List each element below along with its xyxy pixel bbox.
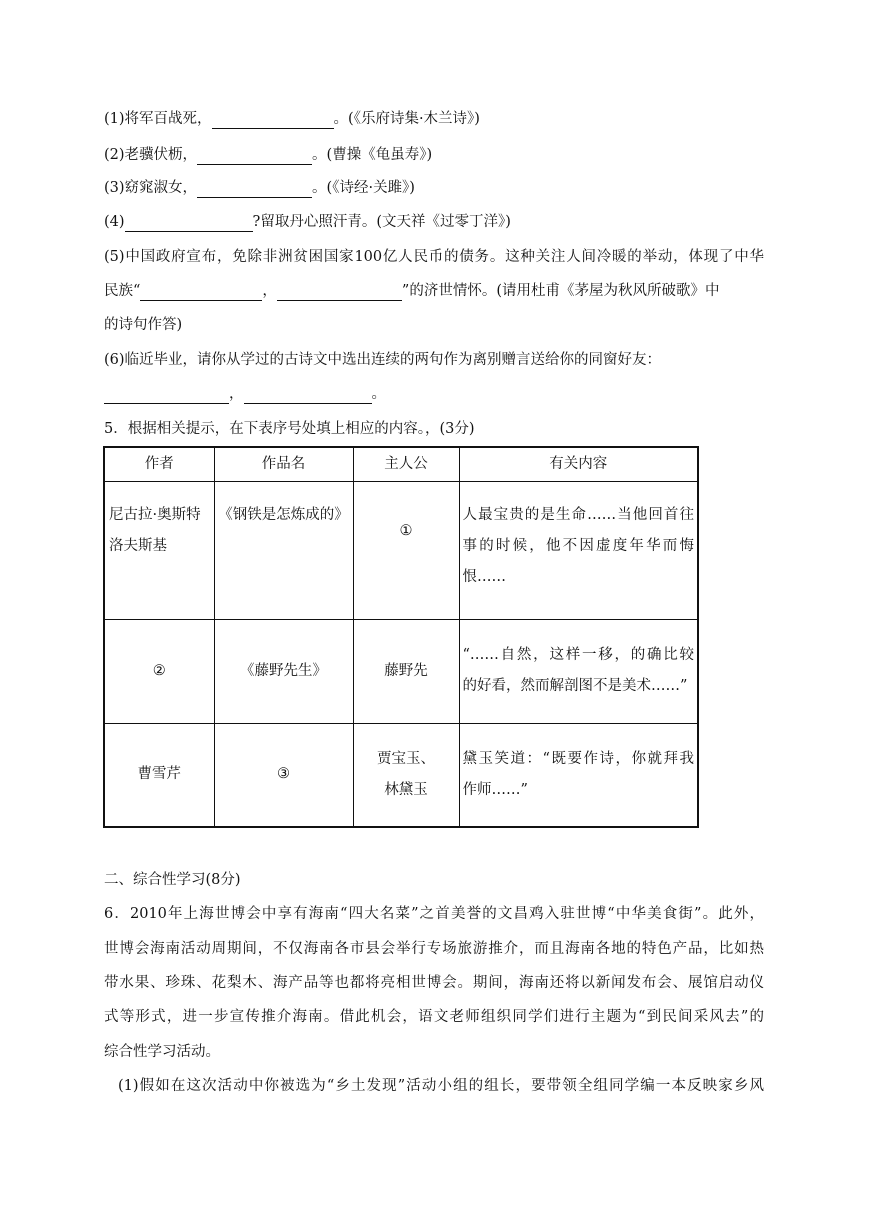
header-content: 有关内容 xyxy=(459,447,698,481)
table-row xyxy=(104,481,698,619)
answer-blank[interactable] xyxy=(197,181,312,198)
cell-work: 《钢铁是怎炼成的》 xyxy=(214,481,353,619)
table-row xyxy=(104,723,698,827)
header-hero: 主人公 xyxy=(353,447,459,481)
q5-prompt: 5．根据相关提示，在下表序号处填上相应的内容。，(3分) xyxy=(104,421,475,437)
q5-table xyxy=(103,446,699,828)
q4-item-2: (2)老骥伏枥， 。(曹操《龟虽寿》) xyxy=(104,147,433,163)
cell-content: 黛玉笑道：“既要作诗，你就拜我 作师……” xyxy=(459,723,698,827)
cell-hero: 藤野先 xyxy=(353,619,459,723)
cell-author: 尼古拉·奥斯特 洛夫斯基 xyxy=(104,481,214,619)
section-heading: 二、综合性学习(8分) xyxy=(104,872,241,888)
answer-blank[interactable] xyxy=(212,112,334,129)
cell-content: “……自然，这样一移，的确比较 的好看，然而解剖图不是美术……” xyxy=(459,619,698,723)
answer-blank[interactable] xyxy=(140,284,262,301)
table-row xyxy=(104,619,698,723)
q4-item-6-line1: (6)临近毕业，请你从学过的古诗文中选出连续的两句作为离别赠言送给你的同窗好友： xyxy=(104,352,662,368)
q4-item-3: (3)窈窕淑女， 。(《诗经·关雎》) xyxy=(104,180,415,196)
q4-item-4: (4) ?留取丹心照汗青。(文天祥《过零丁洋》) xyxy=(104,214,511,230)
cell-work-blank-3[interactable]: ③ xyxy=(214,723,353,827)
answer-blank[interactable] xyxy=(197,148,312,165)
cell-author-blank-2[interactable]: ② xyxy=(104,619,214,723)
q6-sub-1: (1)假如在这次活动中你被选为“乡土发现”活动小组的组长，要带领全组同学编一本反映家乡风 xyxy=(118,1078,764,1094)
table-header-row xyxy=(104,447,698,481)
answer-blank[interactable] xyxy=(244,387,372,404)
q4-item-6-line2: ， 。 xyxy=(104,384,386,404)
q4-item-5-line3: 的诗句作答) xyxy=(104,317,183,333)
q4-item-1: (1)将军百战死， 。(《乐府诗集·木兰诗》) xyxy=(104,111,480,127)
q6-line-3: 带水果、珍珠、花梨木、海产品等也都将亮相世博会。期间，海南还将以新闻发布会、展馆启动仪 xyxy=(104,975,764,991)
q6-line-1: 6．2010年上海世博会中享有海南“四大名菜”之首美誉的文昌鸡入驻世博“中华美食街”。此外， xyxy=(104,906,764,922)
cell-author: 曹雪芹 xyxy=(104,723,214,827)
answer-blank[interactable] xyxy=(277,284,402,301)
cell-hero-blank-1[interactable]: ① xyxy=(353,481,459,619)
q6-line-4: 式等形式，进一步宣传推介海南。借此机会，语文老师组织同学们进行主题为“到民间采风去”的 xyxy=(104,1009,764,1025)
header-work: 作品名 xyxy=(214,447,353,481)
header-author: 作者 xyxy=(104,447,214,481)
q4-item-5-line2: 民族“ ， ”的济世情怀。(请用杜甫《茅屋为秋风所破歌》中 xyxy=(104,283,720,299)
cell-content: 人最宝贵的是生命……当他回首往 事的时候，他不因虚度年华而悔 恨…… xyxy=(459,481,698,619)
cell-hero: 贾宝玉、 林黛玉 xyxy=(353,723,459,827)
q4-item-5-line1: (5)中国政府宣布，免除非洲贫困国家100亿人民币的债务。这种关注人间冷暖的举动，体现了中华 xyxy=(104,249,764,265)
q6-line-5: 综合性学习活动。 xyxy=(104,1044,220,1060)
answer-blank[interactable] xyxy=(125,215,253,232)
cell-work: 《藤野先生》 xyxy=(214,619,353,723)
q6-line-2: 世博会海南活动周期间，不仅海南各市县会举行专场旅游推介，而且海南各地的特色产品，比如热 xyxy=(104,941,764,957)
answer-blank[interactable] xyxy=(104,387,229,404)
